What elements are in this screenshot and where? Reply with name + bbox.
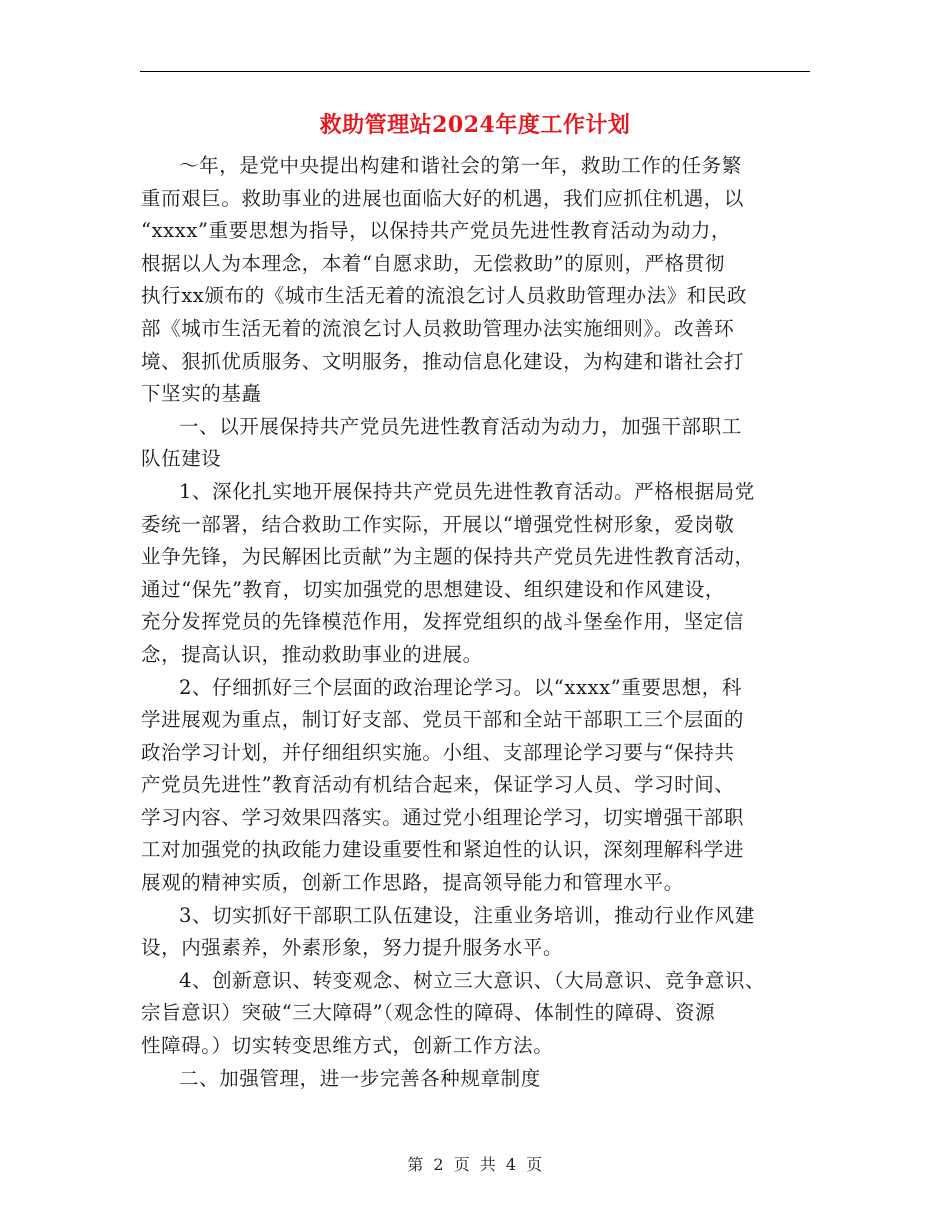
text-line: 通过“保先”教育，切实加强党的思想建设、组织建设和作风建设， [141,577,725,601]
text-line: 重而艰巨。救助事业的进展也面临大好的机遇，我们应抓住机遇，以 [141,186,745,210]
text-line: 性障碍。）切实转变思维方式，创新工作方法。 [141,1034,554,1058]
text-line: 设，内强素养，外素形象，努力提升服务水平。 [141,936,564,960]
text-line: 1、深化扎实地开展保持共产党员先进性教育活动。严格根据局党 [179,479,755,503]
text-line: 念，提高认识，推动救助事业的进展。 [141,642,483,666]
text-line: 学进展观为重点，制订好支部、党员干部和全站干部职工三个层面的 [141,708,745,732]
text-line: 学习内容、学习效果四落实。通过党小组理论学习，切实增强干部职 [141,805,745,829]
text-line: 宗旨意识）突破“三大障碍”（观念性的障碍、体制性的障碍、资源 [141,1001,716,1025]
text-line: 队伍建设 [141,447,222,471]
text-line: 一、以开展保持共产党员先进性教育活动为动力，加强干部职工 [179,414,742,438]
text-line: 下坚实的基矗 [141,382,262,406]
text-line: 部《城市生活无着的流浪乞讨人员救助管理办法实施细则》。改善环 [141,316,735,340]
text-line: 业争先锋，为民解困比贡献”为主题的保持共产党员先进性教育活动， [141,545,755,569]
text-line: 委统一部署，结合救助工作实际，开展以“增强党性树形象，爱岗敬 [141,512,735,536]
text-line: “xxxx”重要思想为指导，以保持共产党员先进性教育活动为动力， [141,219,732,243]
text-line: 政治学习计划，并仔细组织实施。小组、支部理论学习要与“保持共 [141,740,735,764]
text-line: ～年，是党中央提出构建和谐社会的第一年，救助工作的任务繁 [179,154,742,177]
text-line: 二、加强管理，进一步完善各种规章制度 [179,1066,541,1090]
text-line: 展观的精神实质，创新工作思路，提高领导能力和管理水平。 [141,871,684,895]
document-title: 救助管理站2024年度工作计划 [319,112,631,138]
header-rule [140,71,810,72]
text-line: 执行xx颁布的《城市生活无着的流浪乞讨人员救助管理办法》和民政 [141,284,748,308]
text-line: 2、仔细抓好三个层面的政治理论学习。以“xxxx”重要思想，科 [179,675,742,699]
text-line: 4、创新意识、转变观念、树立三大意识、（大局意识、竞争意识、 [179,968,766,992]
page-number-footer: 第 2 页 共 4 页 [407,1155,543,1174]
text-line: 充分发挥党员的先锋模范作用，发挥党组织的战斗堡垒作用，坚定信 [141,610,745,634]
text-line: 3、切实抓好干部职工队伍建设，注重业务培训，推动行业作风建 [179,903,755,927]
text-line: 产党员先进性”教育活动有机结合起来，保证学习人员、学习时间、 [141,773,735,797]
text-line: 根据以人为本理念，本着“自愿求助，无偿救助”的原则，严格贯彻 [141,251,725,275]
document-body [141,150,831,1095]
text-line: 工对加强党的执政能力建设重要性和紧迫性的认识，深刻理解科学进 [141,838,745,862]
text-line: 境、狠抓优质服务、文明服务，推动信息化建设，为构建和谐社会打 [141,349,745,373]
